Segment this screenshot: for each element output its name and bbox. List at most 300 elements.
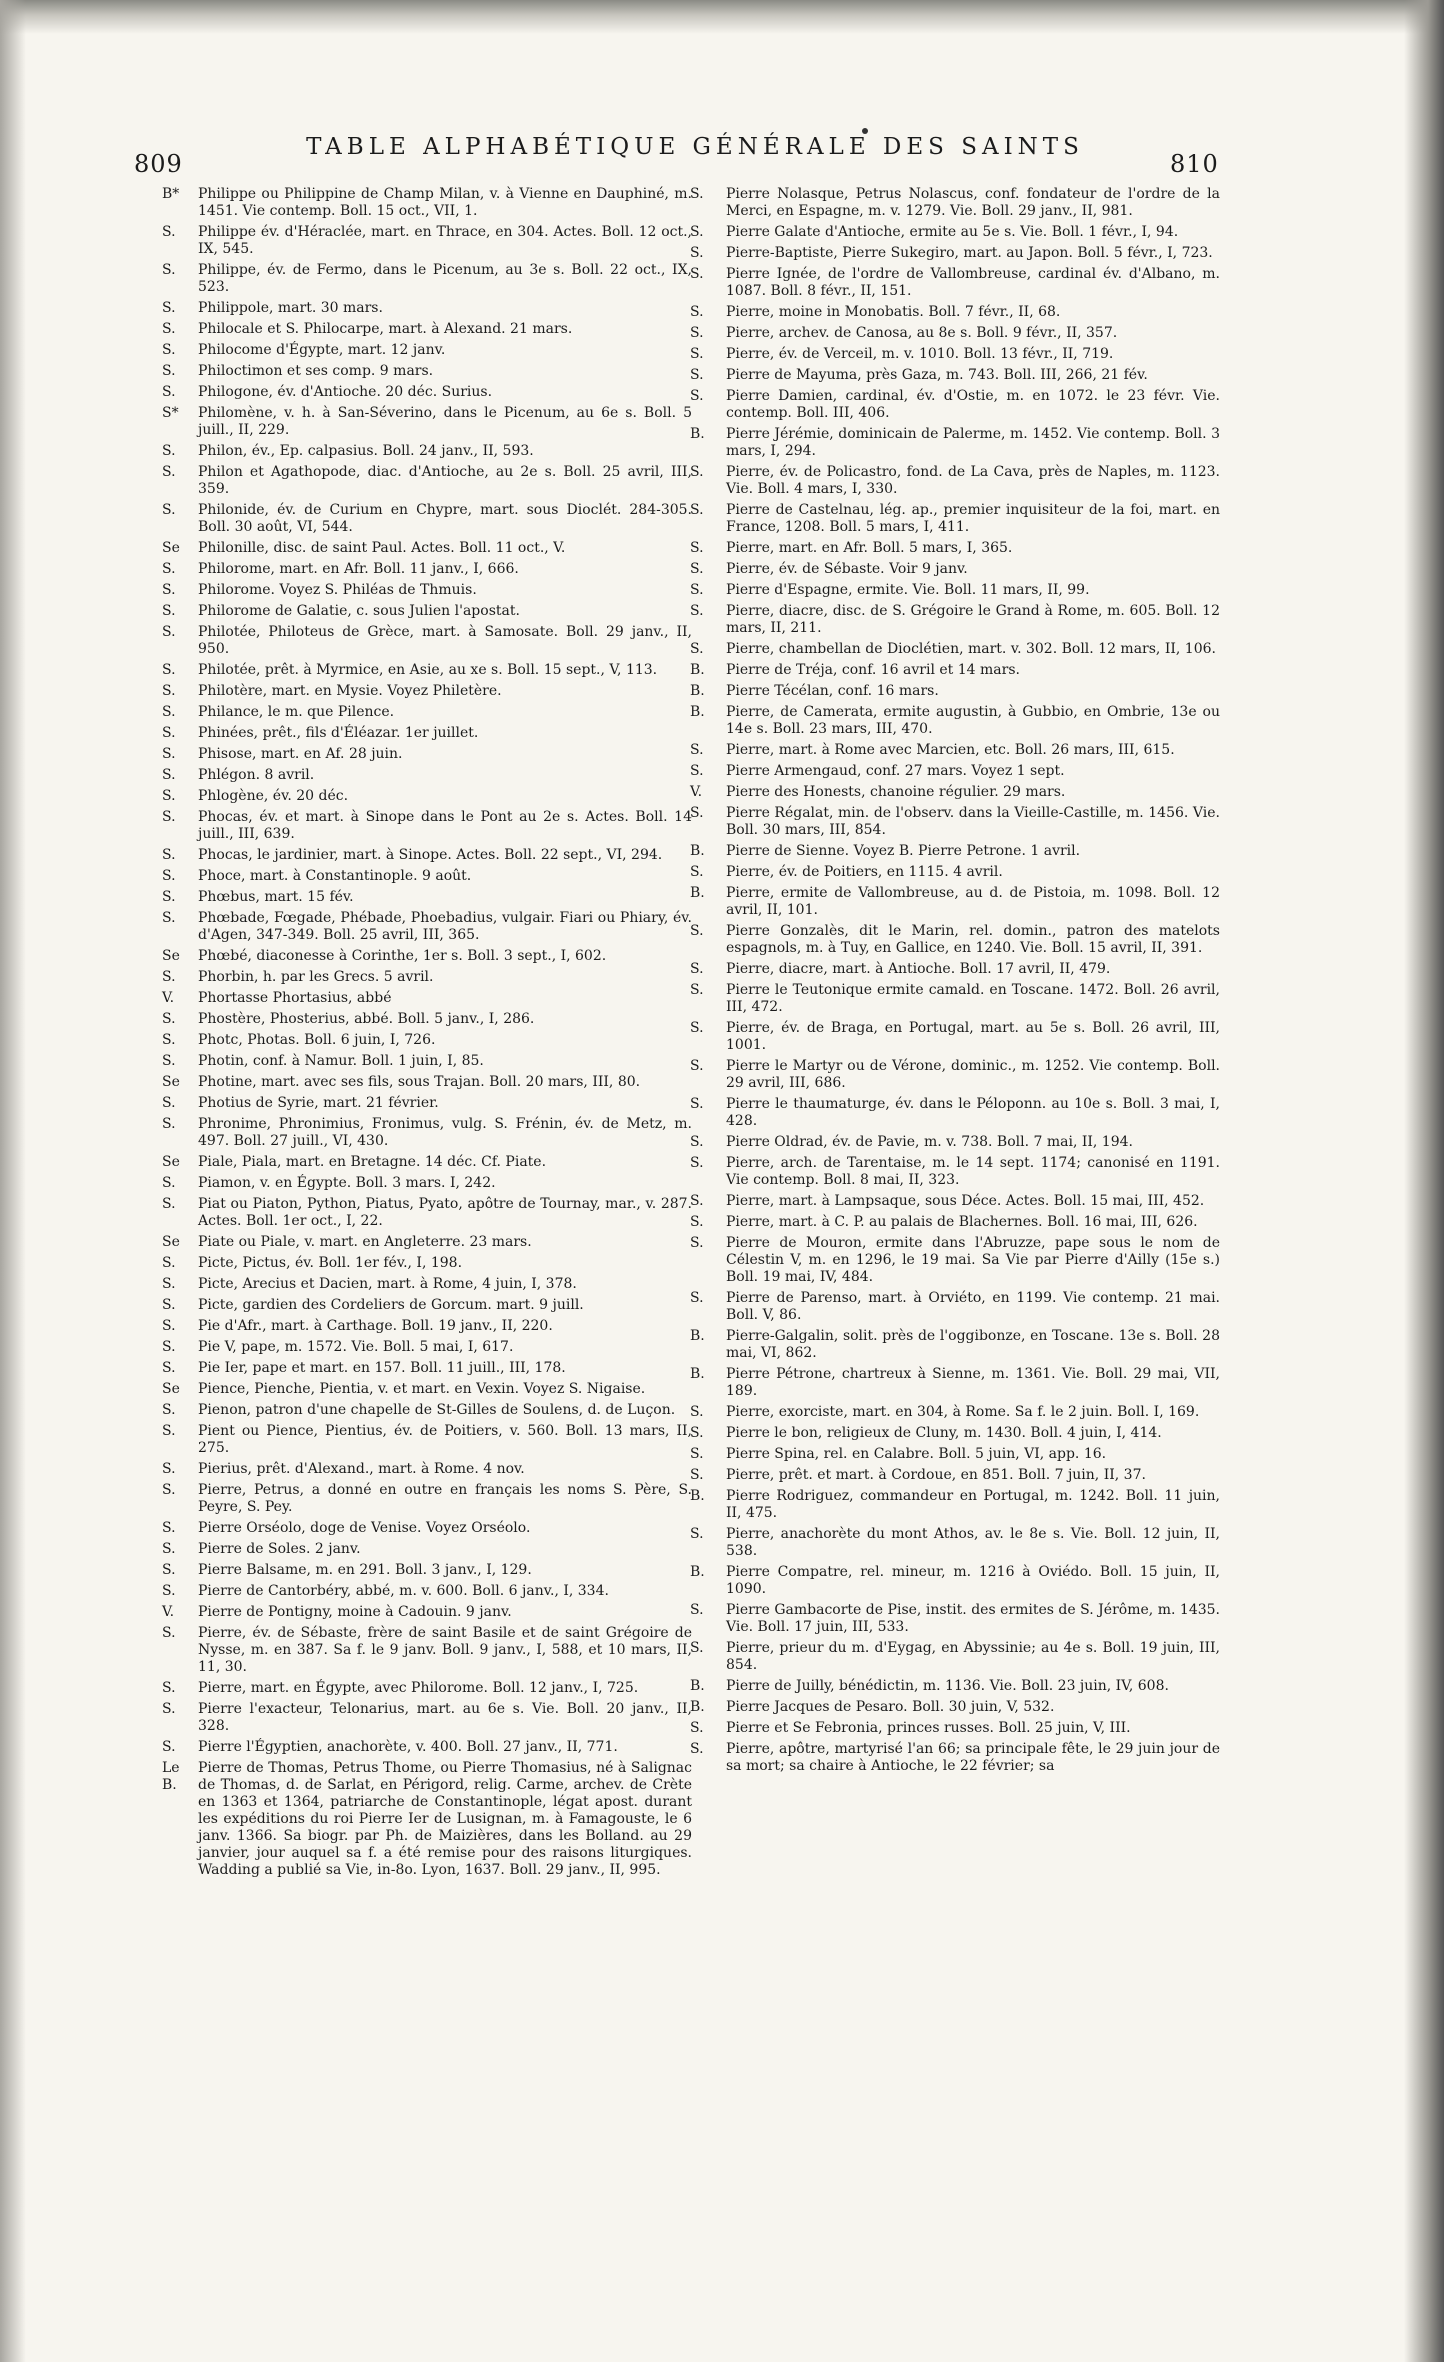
saint-entry [690, 502, 1220, 536]
entry-status: Se [162, 540, 180, 556]
entry-text: Philocale et S. Philocarpe, mart. à Alexand. 21 mars. [198, 321, 573, 337]
entry-status: S. [162, 847, 176, 863]
saint-entry [162, 1701, 692, 1735]
saint-entry [162, 405, 692, 439]
page-number-right: 810 [1170, 150, 1219, 178]
entry-status: B. [690, 1488, 705, 1504]
entry-status: Le B. [162, 1760, 180, 1793]
saint-entry [690, 1564, 1220, 1598]
entry-text: Pierre Jérémie, dominicain de Palerme, m. 1452. Vie contemp. Boll. 3 mars, I, 294. [726, 426, 1220, 459]
saint-entry [690, 1290, 1220, 1324]
saint-entry [162, 1095, 692, 1112]
saint-entry [690, 1134, 1220, 1151]
saint-entry [162, 603, 692, 620]
entry-text: Pierre Gambacorte de Pise, instit. des ermites de S. Jérôme, m. 1435. Vie. Boll. 17 juin, III, 533. [726, 1602, 1220, 1635]
entry-status: S. [690, 502, 704, 518]
entry-text: Philotère, mart. en Mysie. Voyez Philetère. [198, 683, 502, 699]
entry-status: S. [162, 624, 176, 640]
entry-status: S. [162, 889, 176, 905]
saint-entry [690, 1020, 1220, 1054]
entry-text: Phoce, mart. à Constantinople. 9 août. [198, 868, 472, 884]
entry-text: Pierius, prêt. d'Alexand., mart. à Rome. 4 nov. [198, 1461, 525, 1477]
entry-text: Pierre des Honests, chanoine régulier. 29 mars. [726, 784, 1066, 800]
entry-status: S. [162, 582, 176, 598]
entry-status: B. [690, 704, 705, 720]
entry-text: Piamon, v. en Égypte. Boll. 3 mars. I, 242. [198, 1175, 496, 1191]
saint-entry [162, 1196, 692, 1230]
entry-status: S. [162, 704, 176, 720]
saint-entry [690, 1446, 1220, 1463]
entry-status: S. [690, 561, 704, 577]
entry-text: Phostère, Phosterius, abbé. Boll. 5 janv., I, 286. [198, 1011, 535, 1027]
entry-text: Pie d'Afr., mart. à Carthage. Boll. 19 janv., II, 220. [198, 1318, 553, 1334]
saint-entry [690, 961, 1220, 978]
entry-status: S. [162, 788, 176, 804]
entry-status: S. [162, 561, 176, 577]
entry-status: S. [690, 805, 704, 821]
saint-entry [690, 885, 1220, 919]
saint-entry [690, 1425, 1220, 1442]
entry-text: Pierre de Juilly, bénédictin, m. 1136. Vie. Boll. 23 juin, IV, 608. [726, 1678, 1169, 1694]
entry-text: Pierre l'Égyptien, anachorète, v. 400. Boll. 27 janv., II, 771. [198, 1739, 618, 1755]
saint-entry [690, 1235, 1220, 1286]
saint-entry [690, 346, 1220, 363]
saint-entry [162, 1011, 692, 1028]
entry-text: Philorome de Galatie, c. sous Julien l'apostat. [198, 603, 520, 619]
saint-entry [162, 1583, 692, 1600]
entry-text: Photc, Photas. Boll. 6 juin, I, 726. [198, 1032, 436, 1048]
saint-entry [162, 1461, 692, 1478]
entry-status: S. [162, 1423, 176, 1439]
entry-text: Pierre Ignée, de l'ordre de Vallombreuse, cardinal év. d'Albano, m. 1087. Boll. 8 févr., II, 151. [726, 266, 1220, 299]
entry-text: Pierre, év. de Policastro, fond. de La Cava, près de Naples, m. 1123. Vie. Boll. 4 mars, I, 330. [726, 464, 1220, 497]
entry-status: S. [690, 1526, 704, 1542]
entry-status: S. [690, 1290, 704, 1306]
entry-text: Pierre de Sienne. Voyez B. Pierre Petrone. 1 avril. [726, 843, 1081, 859]
saint-entry [162, 1520, 692, 1537]
entry-status: S. [690, 304, 704, 320]
entry-status: S. [162, 1297, 176, 1313]
entry-status: S. [690, 1235, 704, 1251]
entry-status: S. [162, 464, 176, 480]
entry-text: Philippe ou Philippine de Champ Milan, v. à Vienne en Dauphiné, m. 1451. Vie contemp. Boll. 15 oct., VII, 1. [198, 186, 692, 219]
entry-text: Pierre Oldrad, év. de Pavie, m. v. 738. Boll. 7 mai, II, 194. [726, 1134, 1133, 1150]
entry-status: S. [690, 266, 704, 282]
entry-status: S. [162, 1739, 176, 1755]
saint-entry [162, 502, 692, 536]
entry-status: S. [162, 1255, 176, 1271]
saint-entry [162, 321, 692, 338]
saint-entry [690, 982, 1220, 1016]
entry-status: S. [690, 1446, 704, 1462]
entry-status: S. [690, 961, 704, 977]
entry-status: S. [690, 582, 704, 598]
entry-text: Pierre, ermite de Vallombreuse, au d. de Pistoia, m. 1098. Boll. 12 avril, II, 101. [726, 885, 1220, 918]
entry-text: Pience, Pienche, Pientia, v. et mart. en Vexin. Voyez S. Nigaise. [198, 1381, 646, 1397]
saint-entry [690, 1404, 1220, 1421]
saint-entry [162, 1255, 692, 1272]
entry-text: Philon, év., Ep. calpasius. Boll. 24 janv., II, 593. [198, 443, 534, 459]
saint-entry [162, 746, 692, 763]
entry-text: Pierre Galate d'Antioche, ermite au 5e s. Vie. Boll. 1 févr., I, 94. [726, 224, 1179, 240]
entry-status: S. [162, 1032, 176, 1048]
entry-status: S. [690, 1602, 704, 1618]
entry-status: S. [690, 1741, 704, 1757]
saint-entry [162, 1739, 692, 1756]
saint-entry [690, 540, 1220, 557]
entry-status: S. [690, 367, 704, 383]
saint-entry [162, 262, 692, 296]
saint-entry [690, 704, 1220, 738]
entry-status: B. [690, 1366, 705, 1382]
saint-entry [690, 224, 1220, 241]
entry-text: Phorbin, h. par les Grecs. 5 avril. [198, 969, 434, 985]
saint-entry [162, 788, 692, 805]
entry-text: Pierre, mart. en Égypte, avec Philorome. Boll. 12 janv., I, 725. [198, 1680, 639, 1696]
saint-entry [162, 224, 692, 258]
entry-status: S. [162, 868, 176, 884]
entry-status: S. [162, 725, 176, 741]
entry-text: Pierre le Martyr ou de Vérone, dominic., m. 1252. Vie contemp. Boll. 29 avril, III, 686. [726, 1058, 1220, 1091]
entry-text: Philoctimon et ses comp. 9 mars. [198, 363, 434, 379]
entry-status: S. [162, 662, 176, 678]
entry-text: Pierre Compatre, rel. mineur, m. 1216 à Oviédo. Boll. 15 juin, II, 1090. [726, 1564, 1220, 1597]
entry-text: Pierre, mart. à Rome avec Marcien, etc. Boll. 26 mars, III, 615. [726, 742, 1175, 758]
saint-entry [162, 1032, 692, 1049]
entry-text: Photius de Syrie, mart. 21 février. [198, 1095, 439, 1111]
entry-text: Picte, gardien des Cordeliers de Gorcum. mart. 9 juill. [198, 1297, 584, 1313]
entry-text: Philance, le m. que Pilence. [198, 704, 395, 720]
entry-status: S. [690, 325, 704, 341]
entry-text: Pierre de Cantorbéry, abbé, m. v. 600. Boll. 6 janv., I, 334. [198, 1583, 609, 1599]
entry-text: Pierre Rodriguez, commandeur en Portugal, m. 1242. Boll. 11 juin, II, 475. [726, 1488, 1220, 1521]
saint-entry [162, 725, 692, 742]
saint-entry [690, 1328, 1220, 1362]
entry-text: Pierre, anachorète du mont Athos, av. le 8e s. Vie. Boll. 12 juin, II, 538. [726, 1526, 1220, 1559]
entry-status: S. [690, 245, 704, 261]
entry-status: S. [690, 388, 704, 404]
entry-status: S. [162, 502, 176, 518]
entry-text: Pierre d'Espagne, ermite. Vie. Boll. 11 mars, II, 99. [726, 582, 1090, 598]
entry-status: S. [162, 1276, 176, 1292]
entry-text: Phinées, prêt., fils d'Éléazar. 1er juillet. [198, 725, 479, 741]
entry-status: S. [162, 262, 176, 278]
entry-text: Pierre Nolasque, Petrus Nolascus, conf. fondateur de l'ordre de la Merci, en Espagne, m. v. 1279. Vie. Boll. 29 janv., II, 981. [726, 186, 1220, 219]
entry-status: S. [690, 1134, 704, 1150]
entry-text: Phœbé, diaconesse à Corinthe, 1er s. Boll. 3 sept., I, 602. [198, 948, 607, 964]
saint-entry [690, 1720, 1220, 1737]
entry-status: S. [162, 1175, 176, 1191]
entry-text: Pierre de Castelnau, lég. ap., premier inquisiteur de la foi, mart. en France, 1208. Boll. 5 mars, I, 411. [726, 502, 1220, 535]
entry-status: S* [162, 405, 179, 421]
entry-status: S. [690, 641, 704, 657]
saint-entry [162, 1381, 692, 1398]
entry-status: S. [162, 1541, 176, 1557]
saint-entry [162, 1541, 692, 1558]
entry-status: S. [162, 1196, 176, 1212]
entry-status: S. [162, 1520, 176, 1536]
scan-edge-left [0, 0, 26, 2362]
entry-status: S. [162, 1011, 176, 1027]
entry-status: S. [162, 809, 176, 825]
saint-entry [690, 388, 1220, 422]
saint-entry [162, 809, 692, 843]
entry-status: S. [162, 1583, 176, 1599]
entry-text: Pienon, patron d'une chapelle de St-Gilles de Soulens, d. de Luçon. [198, 1402, 676, 1418]
entry-status: S. [690, 1096, 704, 1112]
saint-entry [162, 1297, 692, 1314]
entry-status: Se [162, 1154, 180, 1170]
entry-text: Philippe, év. de Fermo, dans le Picenum, au 3e s. Boll. 22 oct., IX, 523. [198, 262, 692, 295]
entry-text: Phisose, mart. en Af. 28 juin. [198, 746, 403, 762]
entry-text: Pierre, archev. de Canosa, au 8e s. Boll. 9 févr., II, 357. [726, 325, 1118, 341]
saint-entry [162, 910, 692, 944]
entry-status: S. [162, 1461, 176, 1477]
entry-text: Pierre, év. de Verceil, m. v. 1010. Boll. 13 févr., II, 719. [726, 346, 1114, 362]
entry-text: Pierre le bon, religieux de Cluny, m. 1430. Boll. 4 juin, I, 414. [726, 1425, 1162, 1441]
entry-text: Phlégon. 8 avril. [198, 767, 315, 783]
entry-status: V. [162, 990, 175, 1006]
entry-status: V. [690, 784, 703, 800]
entry-status: S. [162, 683, 176, 699]
entry-status: S. [162, 300, 176, 316]
saint-entry [690, 1526, 1220, 1560]
entry-status: S. [690, 1020, 704, 1036]
saint-entry [162, 1360, 692, 1377]
entry-status: S. [162, 910, 176, 926]
entry-status: S. [690, 1640, 704, 1656]
entry-status: S. [690, 763, 704, 779]
entry-text: Pierre et Se Febronia, princes russes. Boll. 25 juin, V, III. [726, 1720, 1131, 1736]
entry-text: Philonide, év. de Curium en Chypre, mart. sous Dioclét. 284-305. Boll. 30 août, VI, 544. [198, 502, 692, 535]
saint-entry [690, 186, 1220, 220]
entry-status: S. [162, 363, 176, 379]
entry-text: Philonille, disc. de saint Paul. Actes. Boll. 11 oct., V. [198, 540, 566, 556]
entry-text: Phlogène, év. 20 déc. [198, 788, 349, 804]
entry-text: Pient ou Pience, Pientius, év. de Poitiers, v. 560. Boll. 13 mars, II, 275. [198, 1423, 692, 1456]
entry-text: Pierre Damien, cardinal, év. d'Ostie, m. en 1072. le 23 févr. Vie. contemp. Boll. III, 406. [726, 388, 1220, 421]
entry-status: S. [690, 224, 704, 240]
saint-entry [690, 923, 1220, 957]
saint-entry [162, 683, 692, 700]
saint-entry [690, 763, 1220, 780]
entry-text: Pierre, apôtre, martyrisé l'an 66; sa principale fête, le 29 juin jour de sa mort; sa chaire à Antioche, le 22 février; sa [726, 1741, 1220, 1774]
entry-status: S. [162, 1680, 176, 1696]
entry-text: Picte, Pictus, év. Boll. 1er fév., I, 198. [198, 1255, 463, 1271]
entry-text: Pierre Jacques de Pesaro. Boll. 30 juin, V, 532. [726, 1699, 1055, 1715]
entry-status: V. [162, 1604, 175, 1620]
entry-text: Pierre, prêt. et mart. à Cordoue, en 851. Boll. 7 juin, II, 37. [726, 1467, 1146, 1483]
entry-status: S. [162, 1360, 176, 1376]
saint-entry [162, 969, 692, 986]
entry-text: Pierre-Galgalin, solit. près de l'oggibonze, en Toscane. 13e s. Boll. 28 mai, VI, 862. [726, 1328, 1220, 1361]
saint-entry [162, 1423, 692, 1457]
saint-entry [162, 990, 692, 1007]
entry-text: Pierre Técélan, conf. 16 mars. [726, 683, 939, 699]
entry-status: S. [162, 1482, 176, 1498]
saint-entry [690, 1699, 1220, 1716]
saint-entry [690, 1467, 1220, 1484]
saint-entry [162, 300, 692, 317]
entry-text: Pierre, mart. en Afr. Boll. 5 mars, I, 365. [726, 540, 1013, 556]
saint-entry [162, 1625, 692, 1676]
entry-text: Philon et Agathopode, diac. d'Antioche, au 2e s. Boll. 25 avril, III, 359. [198, 464, 692, 497]
entry-text: Pierre Balsame, m. en 291. Boll. 3 janv., I, 129. [198, 1562, 532, 1578]
scan-edge-top [0, 0, 1444, 34]
entry-status: S. [162, 603, 176, 619]
entry-text: Piate ou Piale, v. mart. en Angleterre. 23 mars. [198, 1234, 532, 1250]
entry-text: Pierre de Pontigny, moine à Cadouin. 9 janv. [198, 1604, 512, 1620]
entry-text: Pie V, pape, m. 1572. Vie. Boll. 5 mai, I, 617. [198, 1339, 514, 1355]
entry-status: S. [162, 1095, 176, 1111]
entry-status: S. [690, 1155, 704, 1171]
scan-edge-right [1404, 0, 1444, 2362]
entry-status: S. [690, 1467, 704, 1483]
entry-text: Pierre, év. de Sébaste, frère de saint Basile et de saint Grégoire de Nysse, m. en 387. Sa f. le 9 janv. Boll. 9 janv., I, 588, et 10 mars, II, 11, 30. [198, 1625, 692, 1675]
entry-status: S. [690, 1193, 704, 1209]
saint-entry [690, 864, 1220, 881]
saint-entry [162, 868, 692, 885]
saint-entry [162, 1402, 692, 1419]
page-title: TABLE ALPHABÉTIQUE GÉNÉRALE DES SAINTS [306, 134, 1084, 160]
entry-text: Pierre de Mayuma, près Gaza, m. 743. Boll. III, 266, 21 fév. [726, 367, 1148, 383]
saint-entry [690, 1640, 1220, 1674]
entry-text: Piale, Piala, mart. en Bretagne. 14 déc. Cf. Piate. [198, 1154, 547, 1170]
entry-status: S. [162, 342, 176, 358]
entry-status: B. [690, 426, 705, 442]
entry-status: Se [162, 1381, 180, 1397]
entry-status: B. [690, 683, 705, 699]
saint-entry [162, 1234, 692, 1251]
saint-entry [162, 662, 692, 679]
entry-text: Pierre-Baptiste, Pierre Sukegiro, mart. au Japon. Boll. 5 févr., I, 723. [726, 245, 1213, 261]
entry-text: Pierre, diacre, disc. de S. Grégoire le Grand à Rome, m. 605. Boll. 12 mars, II, 211. [726, 603, 1220, 636]
entry-status: S. [690, 1058, 704, 1074]
entry-status: B. [690, 662, 705, 678]
entry-status: S. [690, 864, 704, 880]
entry-text: Pierre de Soles. 2 janv. [198, 1541, 361, 1557]
saint-entry [162, 767, 692, 784]
entry-status: S. [690, 982, 704, 998]
entry-text: Pierre l'exacteur, Telonarius, mart. au 6e s. Vie. Boll. 20 janv., II, 328. [198, 1701, 692, 1734]
entry-status: S. [162, 1116, 176, 1132]
saint-entry [162, 363, 692, 380]
entry-status: S. [690, 346, 704, 362]
saint-entry [162, 1175, 692, 1192]
entry-status: S. [690, 1404, 704, 1420]
saint-entry [690, 1741, 1220, 1775]
entry-text: Pierre Orséolo, doge de Venise. Voyez Orséolo. [198, 1520, 531, 1536]
saint-entry [162, 384, 692, 401]
saint-entry [690, 1155, 1220, 1189]
entry-status: B. [690, 1328, 705, 1344]
entry-text: Pierre, mart. à C. P. au palais de Blachernes. Boll. 16 mai, III, 626. [726, 1214, 1198, 1230]
saint-entry [162, 582, 692, 599]
saint-entry [162, 1276, 692, 1293]
entry-text: Philocome d'Égypte, mart. 12 janv. [198, 342, 446, 358]
entry-text: Philogone, év. d'Antioche. 20 déc. Surius. [198, 384, 493, 400]
saint-entry [690, 843, 1220, 860]
entry-text: Pierre Régalat, min. de l'observ. dans la Vieille-Castille, m. 1456. Vie. Boll. 30 mars, III, 854. [726, 805, 1220, 838]
entry-status: S. [162, 1053, 176, 1069]
saint-entry [690, 1193, 1220, 1210]
entry-status: S. [162, 443, 176, 459]
entry-status: B* [162, 186, 180, 202]
entry-text: Pierre le Teutonique ermite camald. en Toscane. 1472. Boll. 26 avril, III, 472. [726, 982, 1220, 1015]
saint-entry [162, 1318, 692, 1335]
entry-text: Philotée, Philoteus de Grèce, mart. à Samosate. Boll. 29 janv., II, 950. [198, 624, 692, 657]
saint-entry [690, 325, 1220, 342]
entry-status: S. [690, 1720, 704, 1736]
saint-entry [690, 784, 1220, 801]
entry-status: S. [690, 186, 704, 202]
saint-entry [690, 603, 1220, 637]
entry-status: Se [162, 1074, 180, 1090]
entry-status: S. [162, 767, 176, 783]
saint-entry [690, 1366, 1220, 1400]
entry-text: Pierre, Petrus, a donné en outre en français les noms S. Père, S. Peyre, S. Pey. [198, 1482, 692, 1515]
entry-status: B. [690, 1699, 705, 1715]
entry-text: Pierre Pétrone, chartreux à Sienne, m. 1361. Vie. Boll. 29 mai, VII, 189. [726, 1366, 1220, 1399]
saint-entry [162, 889, 692, 906]
saint-entry [162, 342, 692, 359]
saint-entry [162, 561, 692, 578]
entry-status: S. [162, 1562, 176, 1578]
entry-text: Philorome, mart. en Afr. Boll. 11 janv., I, 666. [198, 561, 519, 577]
entry-text: Pierre, de Camerata, ermite augustin, à Gubbio, en Ombrie, 13e ou 14e s. Boll. 23 mars, III, 470. [726, 704, 1220, 737]
saint-entry [690, 662, 1220, 679]
entry-text: Pierre Armengaud, conf. 27 mars. Voyez 1 sept. [726, 763, 1065, 779]
saint-entry [690, 561, 1220, 578]
saint-entry [162, 540, 692, 557]
right-column [690, 186, 1220, 1779]
saint-entry [690, 464, 1220, 498]
entry-text: Picte, Arecius et Dacien, mart. à Rome, 4 juin, I, 378. [198, 1276, 577, 1292]
entry-text: Pierre, év. de Braga, en Portugal, mart. au 5e s. Boll. 26 avril, III, 1001. [726, 1020, 1220, 1053]
saint-entry [690, 266, 1220, 300]
saint-entry [162, 443, 692, 460]
entry-status: S. [162, 1318, 176, 1334]
entry-text: Pierre Gonzalès, dit le Marin, rel. domin., patron des matelots espagnols, m. à Tuy, en Gallice, en 1240. Vie. Boll. 15 avril, II, 391. [726, 923, 1220, 956]
entry-status: S. [162, 1701, 176, 1717]
page-number-left: 809 [134, 150, 183, 178]
saint-entry [162, 464, 692, 498]
saint-entry [690, 1058, 1220, 1092]
entry-status: S. [162, 384, 176, 400]
entry-text: Philomène, v. h. à San-Séverino, dans le Picenum, au 6e s. Boll. 5 juill., II, 229. [198, 405, 692, 438]
entry-text: Phocas, le jardinier, mart. à Sinope. Actes. Boll. 22 sept., VI, 294. [198, 847, 663, 863]
entry-text: Pierre, moine in Monobatis. Boll. 7 févr., II, 68. [726, 304, 1061, 320]
saint-entry [162, 1482, 692, 1516]
saint-entry [162, 186, 692, 220]
entry-text: Photine, mart. avec ses fils, sous Trajan. Boll. 20 mars, III, 80. [198, 1074, 641, 1090]
saint-entry [690, 426, 1220, 460]
left-column [162, 186, 692, 1883]
entry-status: Se [162, 1234, 180, 1250]
saint-entry [162, 624, 692, 658]
entry-status: S. [690, 923, 704, 939]
entry-status: B. [690, 885, 705, 901]
saint-entry [690, 1602, 1220, 1636]
entry-text: Philippe év. d'Héraclée, mart. en Thrace, en 304. Actes. Boll. 12 oct., IX, 545. [198, 224, 692, 257]
entry-status: S. [690, 742, 704, 758]
saint-entry [162, 1760, 692, 1879]
saint-entry [690, 1678, 1220, 1695]
entry-status: S. [690, 464, 704, 480]
entry-text: Photin, conf. à Namur. Boll. 1 juin, I, 85. [198, 1053, 484, 1069]
saint-entry [162, 704, 692, 721]
entry-text: Philippole, mart. 30 mars. [198, 300, 383, 316]
